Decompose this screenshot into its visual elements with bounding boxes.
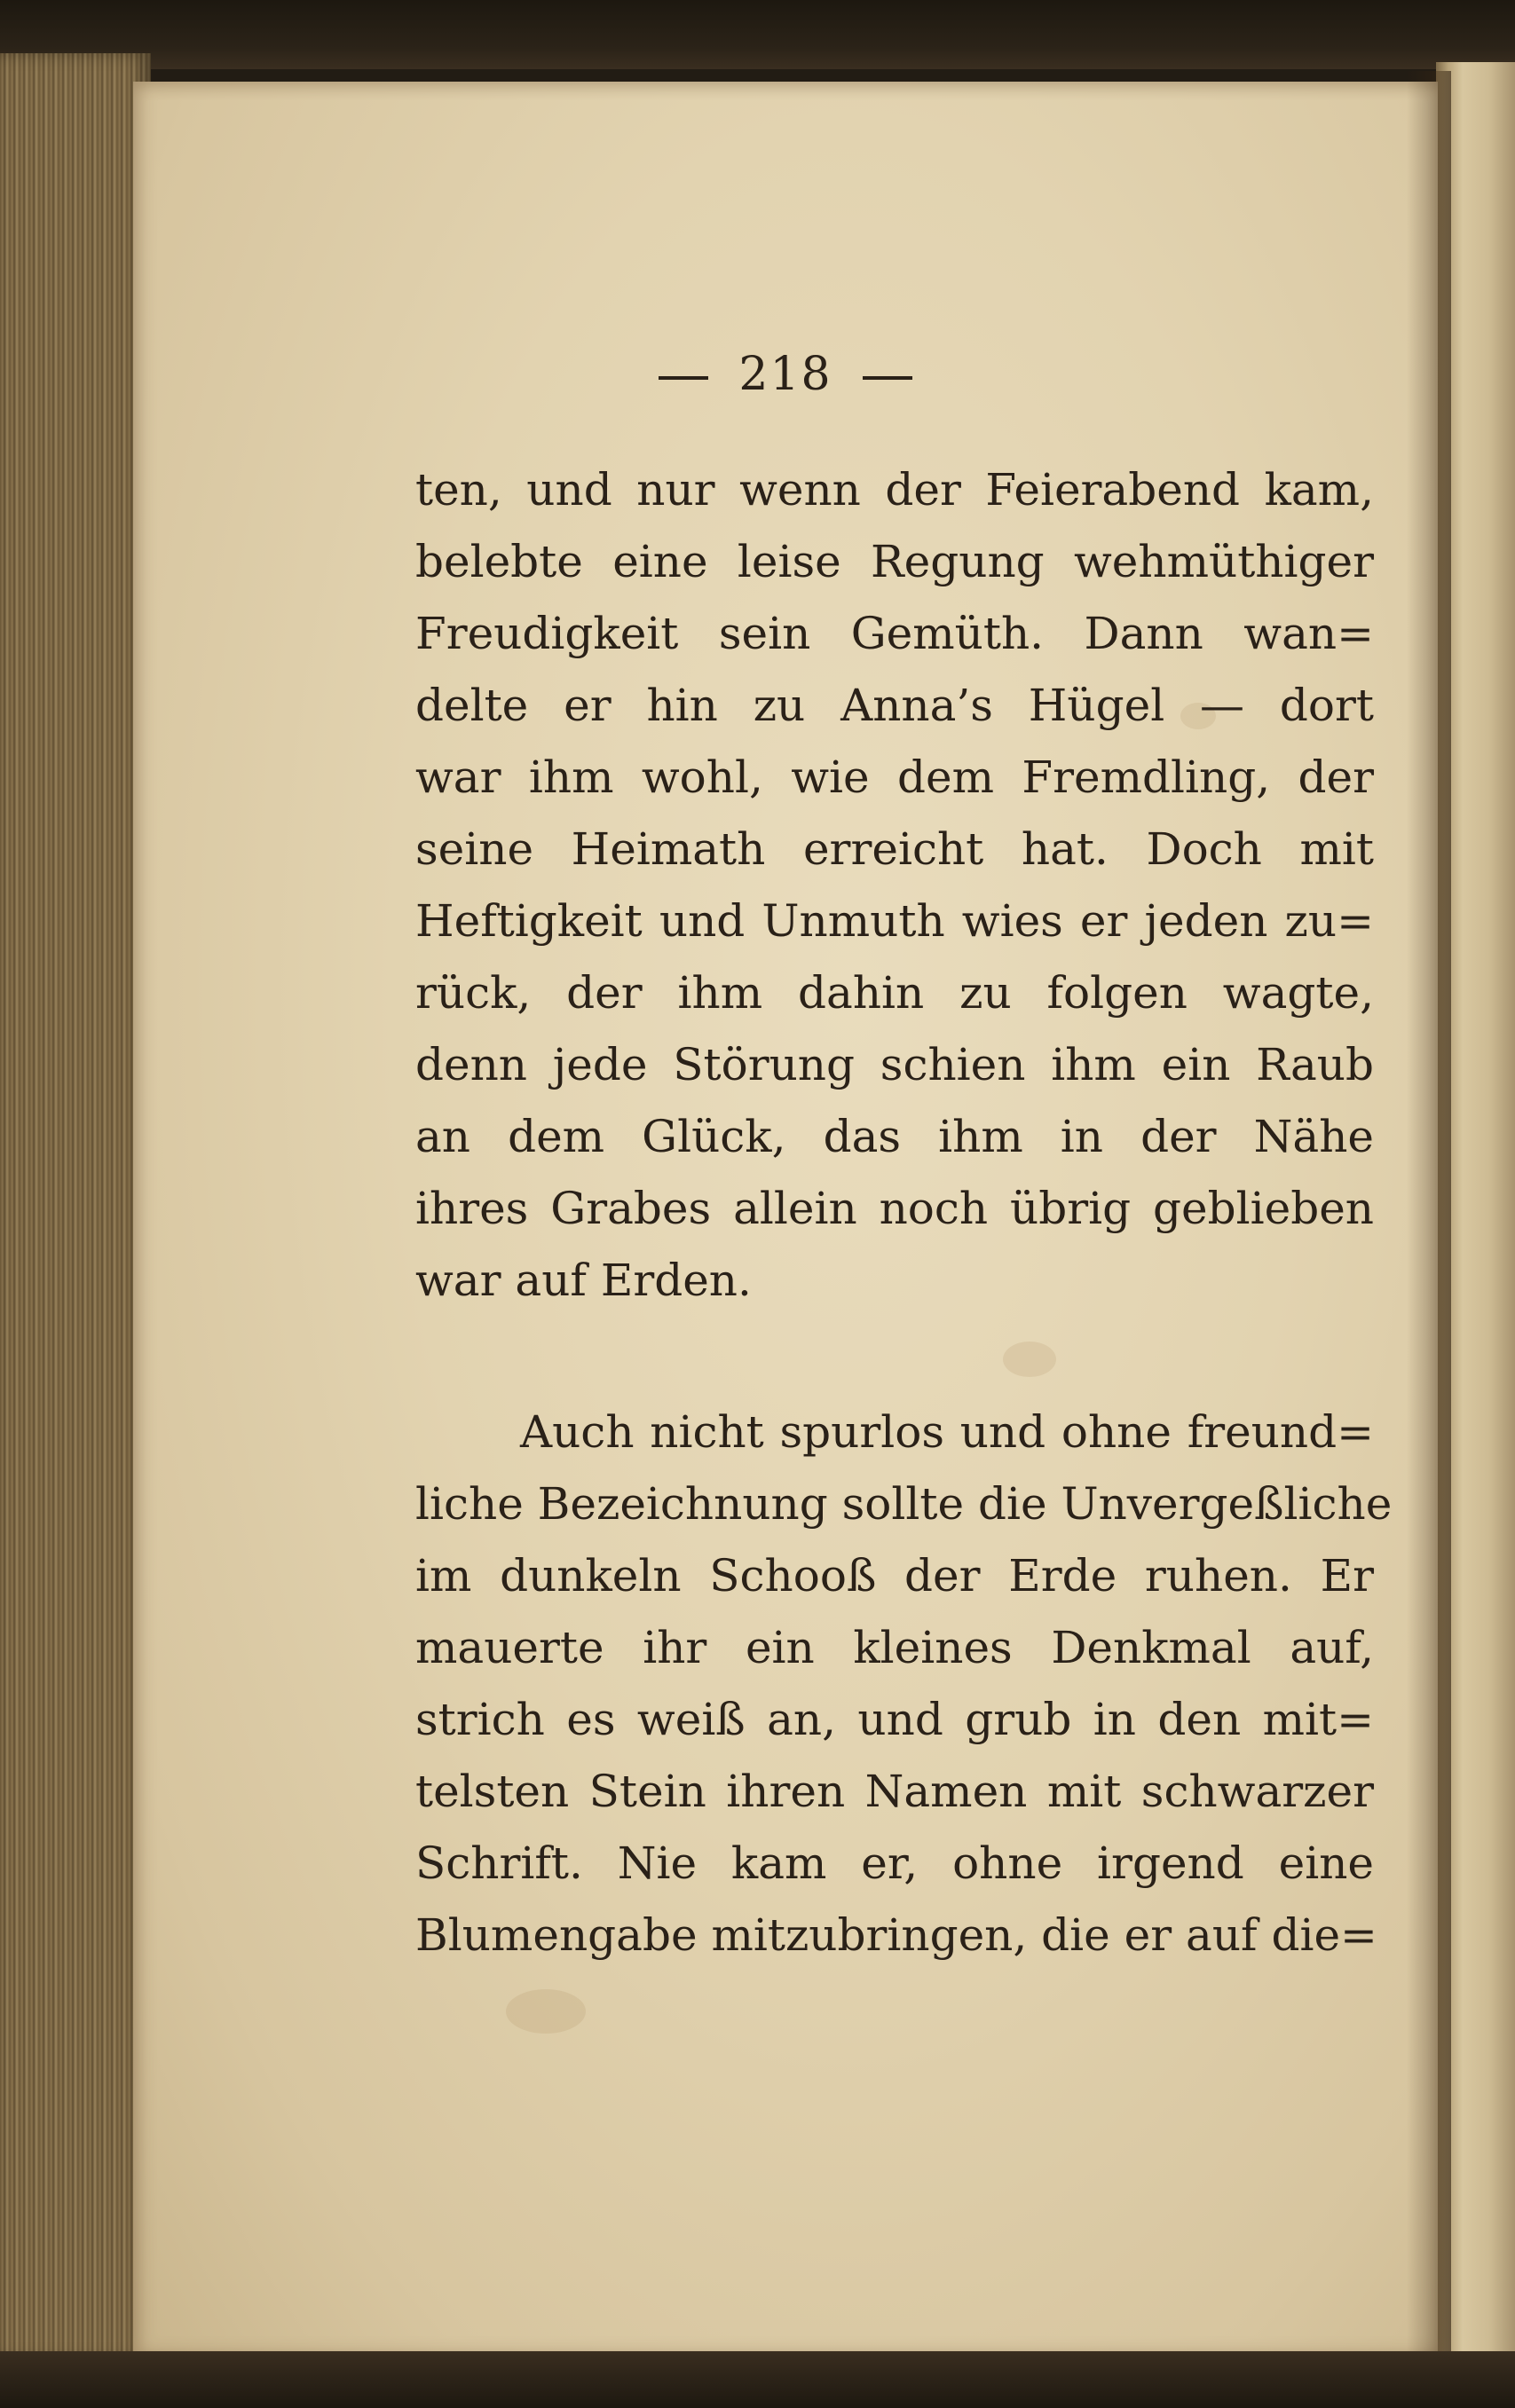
text-line: liche Bezeichnung sollte die Unvergeßliche: [415, 1478, 1393, 1530]
book-cover-top: [0, 0, 1515, 69]
page-edges-left: [0, 53, 151, 2360]
text-line: im dunkeln Schooß der Erde ruhen. Er: [415, 1550, 1374, 1601]
text-line: belebte eine leise Regung wehmüthiger: [415, 536, 1374, 587]
book-cover-bottom: [0, 2351, 1515, 2408]
text-line: Heftigkeit und Unmuth wies er jeden zu=: [415, 895, 1374, 947]
page-header: [133, 348, 1438, 401]
page-number: 218: [738, 348, 832, 401]
paper-stain: [506, 1989, 586, 2034]
text-line: mauerte ihr ein kleines Denkmal auf,: [415, 1622, 1374, 1673]
text-line: Freudigkeit sein Gemüth. Dann wan=: [415, 608, 1374, 659]
text-line: Auch nicht spurlos und ohne freund=: [520, 1406, 1374, 1458]
text-line: strich es weiß an, und grub in den mit=: [415, 1694, 1374, 1745]
paragraph-1: [415, 454, 1374, 1317]
text-line: Blumengabe mitzubringen, die er auf die=: [415, 1909, 1377, 1961]
text-line: Schrift. Nie kam er, ohne irgend eine: [415, 1837, 1374, 1889]
text-line: war ihm wohl, wie dem Fremdling, der: [415, 752, 1374, 803]
text-line: rück, der ihm dahin zu folgen wagte,: [415, 967, 1374, 1019]
text-line: war auf Erden.: [415, 1255, 752, 1306]
text-line: ten, und nur wenn der Feierabend kam,: [415, 464, 1374, 515]
text-line: seine Heimath erreicht hat. Doch mit: [415, 823, 1374, 875]
spine-gutter-shadow: [1407, 71, 1451, 2351]
text-line: denn jede Störung schien ihm ein Raub: [415, 1039, 1374, 1090]
header-dash-right: [863, 376, 912, 380]
paragraph-2: [415, 1397, 1393, 1971]
text-line: delte er hin zu Anna’s Hügel — dort: [415, 680, 1374, 731]
body-text: [415, 454, 1393, 1971]
header-dash-left: [659, 376, 708, 380]
text-line: an dem Glück, das ihm in der Nähe: [415, 1111, 1374, 1162]
book-page: [133, 82, 1438, 2353]
text-line: telsten Stein ihren Namen mit schwarzer: [415, 1766, 1374, 1817]
text-line: ihres Grabes allein noch übrig geblieben: [415, 1183, 1374, 1234]
